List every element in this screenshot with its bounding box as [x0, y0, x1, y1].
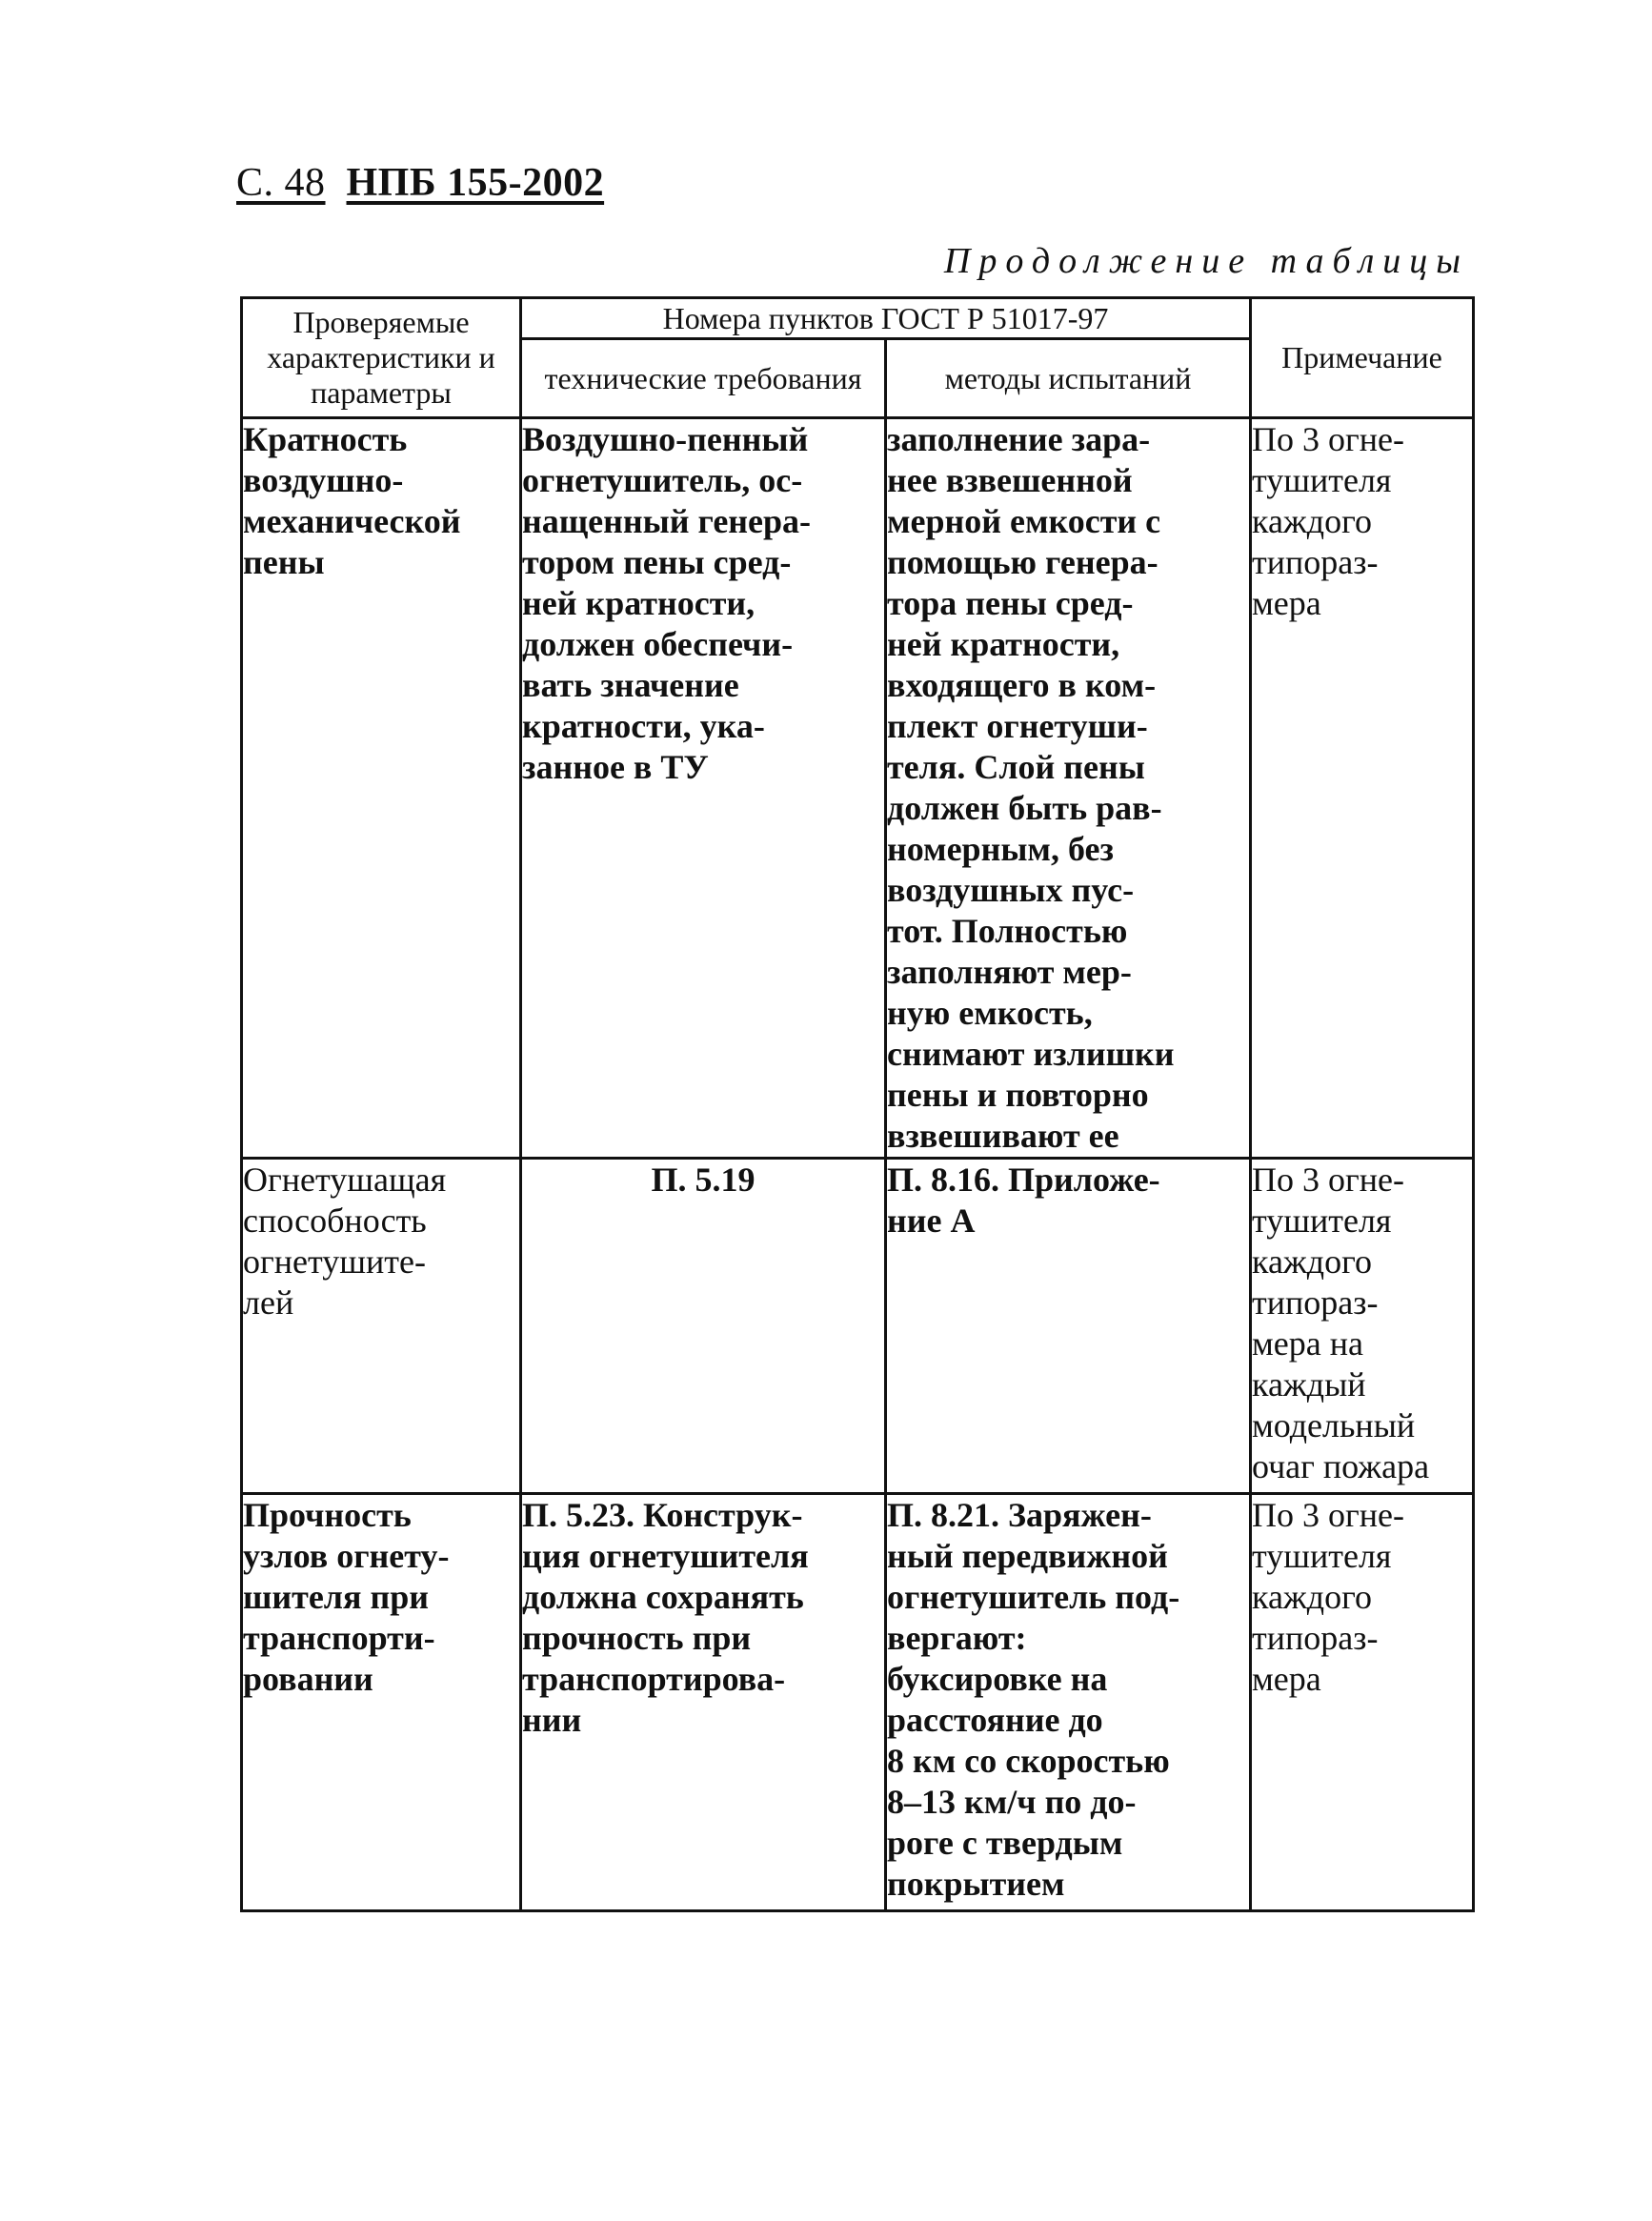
header-gost-group: Номера пунктов ГОСТ Р 51017-97: [521, 298, 1251, 339]
cell-note: По 3 огне- тушителя каждого типораз- мера: [1251, 418, 1474, 1159]
cell-method: заполнение зара- нее взвешенной мерной емкости с помощью генера- тора пены сред- ней кратности, входящего в ком- плект огнетуши- теля. Слой пены должен быть рав- номерным, без воздушных пус- тот. Полностью заполняют мер- ную емкость, снимают излишки пены и повторно взвешивают ее: [886, 418, 1251, 1159]
cell-characteristic: Огнетушащая способность огнетушите- лей: [242, 1159, 521, 1494]
page-number: С. 48: [236, 161, 326, 205]
table-row: [242, 1159, 1474, 1494]
cell-note: По 3 огне- тушителя каждого типораз- мера на каждый модельный очаг пожара: [1251, 1159, 1474, 1494]
document-code: НПБ 155-2002: [346, 161, 605, 205]
header-methods: методы испытаний: [886, 339, 1251, 418]
requirements-table: [240, 296, 1475, 1912]
header-characteristics: Проверяемые характеристики и параметры: [242, 298, 521, 418]
cell-method: П. 8.21. Заряжен- ный передвижной огнетушитель под- вергают: буксировке на расстояние до 8 км со скоростью 8–13 км/ч по до- роге с твердым покрытием: [886, 1494, 1251, 1911]
cell-requirement: Воздушно-пенный огнетушитель, ос- нащенный генера- тором пены сред- ней кратности, должен обеспечи- вать значение кратности, ука- занное в ТУ: [521, 418, 886, 1159]
table-continuation-label: Продолжение таблицы: [943, 241, 1469, 281]
cell-note: По 3 огне- тушителя каждого типораз- мера: [1251, 1494, 1474, 1911]
header-requirements: технические требования: [521, 339, 886, 418]
cell-method: П. 8.16. Приложе- ние А: [886, 1159, 1251, 1494]
cell-characteristic: Прочность узлов огнету- шителя при транспорти- ровании: [242, 1494, 521, 1911]
table-row: [242, 1494, 1474, 1911]
cell-characteristic: Кратность воздушно- механической пены: [242, 418, 521, 1159]
cell-requirement: П. 5.23. Конструк- ция огнетушителя должна сохранять прочность при транспортирова- нии: [521, 1494, 886, 1911]
page-header: [236, 160, 604, 206]
table-row: [242, 418, 1474, 1159]
cell-requirement: П. 5.19: [521, 1159, 886, 1494]
header-note: Примечание: [1251, 298, 1474, 418]
